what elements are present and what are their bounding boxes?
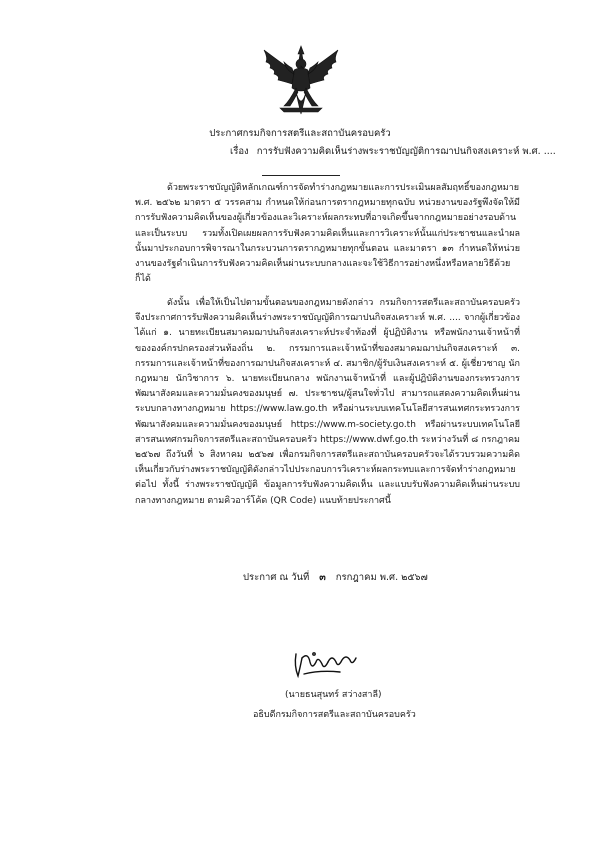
announced-at-label: ประกาศ ณ วันที่ xyxy=(243,572,310,583)
divider-line xyxy=(262,175,340,176)
signer-position: อธิบดีกรมกิจการสตรีและสถาบันครอบครัว xyxy=(253,710,416,720)
announcement-month-year: กรกฎาคม พ.ศ. ๒๕๖๗ xyxy=(335,572,428,583)
subject-label: เรื่อง xyxy=(230,146,249,157)
subject-text: การรับฟังความคิดเห็นร่างพระราชบัญญัติการฌาปนกิจสงเคราะห์ พ.ศ. .... xyxy=(256,146,556,157)
body-paragraph-2: ดังนั้น เพื่อให้เป็นไปตามขั้นตอนของกฎหมายดังกล่าว กรมกิจการสตรีและสถาบันครอบครัวจึงประกาศการรับฟังความคิดเห็นร่างพระราชบัญญัติการฌาปนกิจสงเคราะห์ พ.ศ. .... จากผู้เกี่ยวข้อง ได้แก่ ๑. นายทะเบียนสมาคมฌาปนกิจสงเคราะห์ประจำท้องที่ ผู้ปฏิบัติงาน หรือพนักงานเจ้าหน้าที่ขององค์กรปกครองส่วนท้องถิ่น ๒. กรรมการและเจ้าหน้าที่ของสมาคมฌาปนกิจสงเคราะห์ ๓. กรรมการและเจ้าหน้าที่ของการฌาปนกิจสงเคราะห์ ๔. สมาชิก/ผู้รับเงินสงเคราะห์ ๕. ผู้เชี่ยวชาญ นักกฎหมาย นักวิชาการ ๖. นายทะเบียนกลาง พนักงานเจ้าหน้าที่ และผู้ปฏิบัติงานของกระทรวงการพัฒนาสังคมและความมั่นคงของมนุษย์ ๗. ประชาชน/ผู้สนใจทั่วไป สามารถแสดงความคิดเห็นผ่านระบบกลางทางกฎหมาย https://www.law.go.th หรือผ่านระบบเทคโนโลยีสารสนเทศกระทรวงการพัฒนาสังคมและความมั่นคงของมนุษย์ https://www.m-society.go.th หรือผ่านระบบเทคโนโลยีสารสนเทศกรมกิจการสตรีและสถาบันครอบครัว https://www.dwf.go.th ระหว่างวันที่ ๘ กรกฎาคม ๒๕๖๗ ถึงวันที่ ๖ สิงหาคม ๒๕๖๗ เพื่อกรมกิจการสตรีและสถาบันครอบครัวจะได้รวบรวมความคิดเห็นเกี่ยวกับร่างพระราชบัญญัติดังกล่าวไปประกอบการวิเคราะห์ผลกระทบและการจัดทำร่างกฎหมายต่อไป ทั้งนี้ ร่างพระราชบัญญัติ ข้อมูลการรับฟังความคิดเห็น และแบบรับฟังความคิดเห็นผ่านระบบกลางทางกฎหมาย ตามคิวอาร์โค้ด (QR Code) แนบท้ายประกาศนี้ xyxy=(135,298,520,506)
announcement-day: ๓ xyxy=(319,572,326,583)
body-paragraph-1-block xyxy=(135,181,520,287)
garuda-seal-icon xyxy=(258,44,344,118)
body-paragraph-2-block xyxy=(135,296,520,509)
announcement-date xyxy=(243,570,428,585)
signer-name: (นายธนสุนทร์ สว่างสาลี) xyxy=(285,690,382,700)
body-paragraph-1: ด้วยพระราชบัญญัติหลักเกณฑ์การจัดทำร่างกฎหมายและการประเมินผลสัมฤทธิ์ของกฎหมาย พ.ศ. ๒๕๖๒ มาตรา ๕ วรรคสาม กำหนดให้ก่อนการตรากฎหมายทุกฉบับ หน่วยงานของรัฐพึงจัดให้มีการรับฟังความคิดเห็นของผู้เกี่ยวข้องและวิเคราะห์ผลกระทบที่อาจเกิดขึ้นจากกฎหมายอย่างรอบด้านและเป็นระบบ รวมทั้งเปิดเผยผลการรับฟังความคิดเห็นและการวิเคราะห์นั้นแก่ประชาชนและนำผลนั้นมาประกอบการพิจารณาในกระบวนการตรากฎหมายทุกขั้นตอน และมาตรา ๑๓ กำหนดให้หน่วยงานของรัฐดำเนินการรับฟังความคิดเห็นผ่านระบบกลางและจะใช้วิธีการอย่างหนึ่งหรือหลายวิธีด้วยก็ได้ xyxy=(135,183,520,285)
subject-line xyxy=(230,144,556,159)
announcement-title: ประกาศกรมกิจการสตรีและสถาบันครอบครัว xyxy=(209,128,391,139)
handwritten-signature-icon xyxy=(290,648,360,682)
